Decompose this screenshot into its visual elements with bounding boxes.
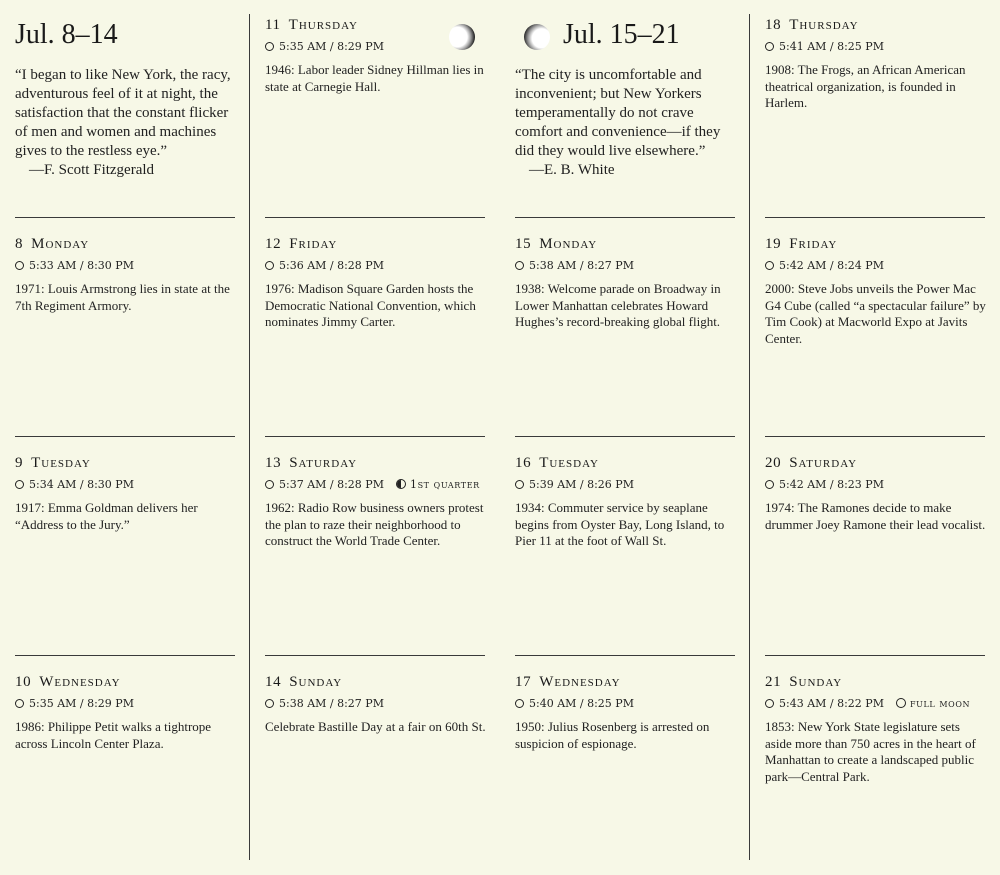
sun-icon xyxy=(15,699,24,708)
day-event: 1853: New York State legislature sets aside more than 750 acres in the heart of Manhattan to create a landscaped public park—Central Park. xyxy=(765,719,976,784)
week-intro xyxy=(15,20,237,180)
row-divider xyxy=(515,217,735,218)
week-quote: “The city is uncomfortable and inconvenient; but New Yorkers temperamentally do not crave comfort and convenience—if they did they would live elsewhere.” xyxy=(515,67,721,159)
sun-icon xyxy=(765,480,774,489)
sun-times: 5:42 AM / 8:24 PM xyxy=(765,259,987,273)
day-entry xyxy=(765,235,987,347)
day-event: 1908: The Frogs, an African American theatrical organization, is founded in Harlem. xyxy=(765,62,966,110)
day-entry xyxy=(515,454,737,550)
day-event: 1950: Julius Rosenberg is arrested on suspicion of espionage. xyxy=(515,719,710,751)
day-heading: 19 Friday xyxy=(765,236,838,252)
day-heading: 20 Saturday xyxy=(765,455,858,471)
day-entry xyxy=(515,673,737,752)
day-entry xyxy=(265,235,487,331)
sun-icon xyxy=(765,42,774,51)
full-moon-icon xyxy=(896,698,906,708)
sun-times: 5:43 AM / 8:22 PM full moon xyxy=(765,697,987,711)
sun-times: 5:42 AM / 8:23 PM xyxy=(765,478,987,492)
day-heading: 9 Tuesday xyxy=(15,455,91,471)
day-event: 1917: Emma Goldman delivers her “Address to the Jury.” xyxy=(15,500,198,532)
sun-icon xyxy=(15,480,24,489)
sun-times: 5:40 AM / 8:25 PM xyxy=(515,697,737,711)
sun-icon xyxy=(515,261,524,270)
row-divider xyxy=(15,217,235,218)
day-heading: 17 Wednesday xyxy=(515,674,621,690)
sun-times: 5:35 AM / 8:29 PM xyxy=(265,40,487,54)
sun-times: 5:41 AM / 8:25 PM xyxy=(765,40,987,54)
sun-times: 5:38 AM / 8:27 PM xyxy=(265,697,487,711)
day-entry xyxy=(765,16,987,112)
week-intro xyxy=(515,20,737,180)
row-divider xyxy=(15,655,235,656)
row-divider xyxy=(265,655,485,656)
day-entry xyxy=(15,673,237,752)
row-divider xyxy=(265,217,485,218)
sun-icon xyxy=(765,699,774,708)
day-entry xyxy=(265,16,487,95)
sun-times: 5:36 AM / 8:28 PM xyxy=(265,259,487,273)
sun-times: 5:37 AM / 8:28 PM 1st quarter xyxy=(265,478,487,492)
column-divider xyxy=(249,14,250,860)
first-quarter-moon-icon xyxy=(396,479,406,489)
week-title: Jul. 15–21 xyxy=(563,19,680,50)
sun-icon xyxy=(265,42,274,51)
day-event: 1986: Philippe Petit walks a tightrope across Lincoln Center Plaza. xyxy=(15,719,212,751)
row-divider xyxy=(765,436,985,437)
day-entry xyxy=(515,235,737,331)
row-divider xyxy=(515,436,735,437)
day-heading: 18 Thursday xyxy=(765,17,859,33)
sun-icon xyxy=(765,261,774,270)
sun-times: 5:38 AM / 8:27 PM xyxy=(515,259,737,273)
day-event: 1974: The Ramones decide to make drummer Joey Ramone their lead vocalist. xyxy=(765,500,986,532)
day-event: 2000: Steve Jobs unveils the Power Mac G4 Cube (called “a spectacular failure” by Tim Cook) at Macworld Expo at Javits Center. xyxy=(765,281,986,346)
day-entry xyxy=(265,454,487,550)
sun-icon xyxy=(515,699,524,708)
day-event: 1962: Radio Row business owners protest the plan to raze their neighborhood to construct the World Trade Center. xyxy=(265,500,484,548)
sun-times: 5:34 AM / 8:30 PM xyxy=(15,478,237,492)
sun-times: 5:39 AM / 8:26 PM xyxy=(515,478,737,492)
sun-icon xyxy=(515,480,524,489)
sun-icon xyxy=(265,480,274,489)
sun-times: 5:33 AM / 8:30 PM xyxy=(15,259,237,273)
sun-icon xyxy=(265,699,274,708)
day-heading: 8 Monday xyxy=(15,236,90,252)
column-divider xyxy=(749,14,750,860)
day-heading: 13 Saturday xyxy=(265,455,358,471)
day-heading: 10 Wednesday xyxy=(15,674,121,690)
row-divider xyxy=(765,217,985,218)
week-title: Jul. 8–14 xyxy=(15,19,118,50)
day-event: Celebrate Bastille Day at a fair on 60th St. xyxy=(265,719,486,734)
day-entry xyxy=(765,673,987,785)
day-entry xyxy=(265,673,487,736)
day-entry xyxy=(765,454,987,533)
sun-icon xyxy=(265,261,274,270)
day-heading: 11 Thursday xyxy=(265,17,358,33)
sun-times: 5:35 AM / 8:29 PM xyxy=(15,697,237,711)
day-heading: 12 Friday xyxy=(265,236,338,252)
quote-attribution: —E. B. White xyxy=(529,162,615,178)
day-heading: 21 Sunday xyxy=(765,674,843,690)
day-heading: 15 Monday xyxy=(515,236,598,252)
day-event: 1976: Madison Square Garden hosts the Democratic National Convention, which nominates Jimmy Carter. xyxy=(265,281,476,329)
sun-icon xyxy=(15,261,24,270)
row-divider xyxy=(515,655,735,656)
day-event: 1971: Louis Armstrong lies in state at the 7th Regiment Armory. xyxy=(15,281,230,313)
day-entry xyxy=(15,454,237,533)
row-divider xyxy=(265,436,485,437)
day-event: 1934: Commuter service by seaplane begins from Oyster Bay, Long Island, to Pier 11 at the foot of Wall St. xyxy=(515,500,725,548)
row-divider xyxy=(15,436,235,437)
week-quote: “I began to like New York, the racy, adventurous feel of it at night, the satisfaction that the constant flicker of men and women and machines gives to the restless eye.” xyxy=(15,67,231,159)
moon-phase: full moon xyxy=(896,697,970,710)
day-entry xyxy=(15,235,237,314)
day-heading: 16 Tuesday xyxy=(515,455,599,471)
day-event: 1938: Welcome parade on Broadway in Lower Manhattan celebrates Howard Hughes’s record-breaking global flight. xyxy=(515,281,721,329)
day-event: 1946: Labor leader Sidney Hillman lies in state at Carnegie Hall. xyxy=(265,62,484,94)
row-divider xyxy=(765,655,985,656)
day-heading: 14 Sunday xyxy=(265,674,343,690)
moon-phase: 1st quarter xyxy=(396,478,480,491)
quote-attribution: —F. Scott Fitzgerald xyxy=(29,162,155,178)
